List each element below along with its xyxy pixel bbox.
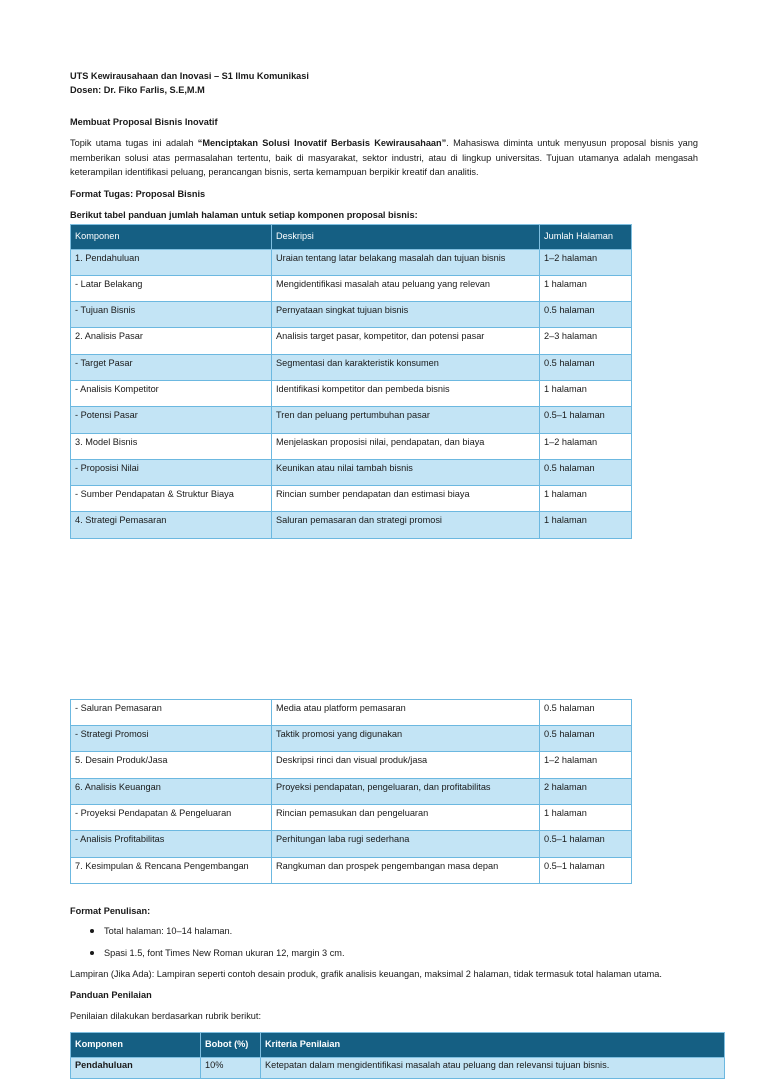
table-row <box>71 699 632 725</box>
cell-komponen: - Saluran Pemasaran <box>71 699 272 725</box>
cell-komponen: - Analisis Kompetitor <box>71 380 272 406</box>
cell-jumlah-halaman: 1 halaman <box>540 804 632 830</box>
table-row <box>71 328 632 354</box>
rubric-header-bobot: Bobot (%) <box>201 1032 261 1057</box>
cell-deskripsi: Pernyataan singkat tujuan bisnis <box>272 302 540 328</box>
table-row <box>71 459 632 485</box>
cell-jumlah-halaman: 2–3 halaman <box>540 328 632 354</box>
cell-komponen: - Sumber Pendapatan & Struktur Biaya <box>71 486 272 512</box>
lecturer-name: Dosen: Dr. Fiko Farlis, S.E,M.M <box>70 85 205 95</box>
cell-deskripsi: Analisis target pasar, kompetitor, dan potensi pasar <box>272 328 540 354</box>
rubric-cell-kriteria: Ketepatan dalam mengidentifikasi masalah atau peluang dan relevansi tujuan bisnis. <box>261 1057 725 1078</box>
table-row <box>71 433 632 459</box>
header-komponen: Komponen <box>71 224 272 249</box>
table-row <box>71 512 632 538</box>
table-row <box>71 486 632 512</box>
cell-komponen: - Proposisi Nilai <box>71 459 272 485</box>
table-row <box>71 249 632 275</box>
cell-jumlah-halaman: 0.5 halaman <box>540 699 632 725</box>
header-deskripsi: Deskripsi <box>272 224 540 249</box>
intro-paragraph: Topik utama tugas ini adalah “Menciptakan Solusi Inovatif Berbasis Kewirausahaan”. Mahasiswa diminta untuk menyusun proposal bisnis yang memberikan solusi atas permasalahan tertentu, baik di masyarakat, sektor industri, atau di lingkup universitas. Tujuan utamanya adalah mengasah keterampilan identifikasi peluang, perancangan bisnis, serta kemampuan berpikir kreatif dan analitis. <box>70 138 698 177</box>
rubric-header-komponen: Komponen <box>71 1032 201 1057</box>
cell-jumlah-halaman: 0.5 halaman <box>540 459 632 485</box>
cell-deskripsi: Rangkuman dan prospek pengembangan masa depan <box>272 857 540 883</box>
table-row <box>71 354 632 380</box>
cell-deskripsi: Segmentasi dan karakteristik konsumen <box>272 354 540 380</box>
rubric-cell-komponen: Pendahuluan <box>71 1057 201 1078</box>
cell-deskripsi: Mengidentifikasi masalah atau peluang yang relevan <box>272 275 540 301</box>
cell-deskripsi: Media atau platform pemasaran <box>272 699 540 725</box>
cell-komponen: - Proyeksi Pendapatan & Pengeluaran <box>71 804 272 830</box>
cell-deskripsi: Tren dan peluang pertumbuhan pasar <box>272 407 540 433</box>
penilaian-intro: Penilaian dilakukan berdasarkan rubrik berikut: <box>70 1011 262 1022</box>
cell-komponen: 3. Model Bisnis <box>71 433 272 459</box>
cell-jumlah-halaman: 1 halaman <box>540 512 632 538</box>
cell-jumlah-halaman: 0.5–1 halaman <box>540 857 632 883</box>
cell-komponen: 4. Strategi Pemasaran <box>71 512 272 538</box>
rubric-table <box>70 1032 725 1079</box>
exam-title: UTS Kewirausahaan dan Inovasi – S1 Ilmu Komunikasi <box>70 71 309 81</box>
cell-deskripsi: Identifikasi kompetitor dan pembeda bisnis <box>272 380 540 406</box>
cell-jumlah-halaman: 1 halaman <box>540 486 632 512</box>
cell-komponen: - Strategi Promosi <box>71 726 272 752</box>
cell-komponen: 2. Analisis Pasar <box>71 328 272 354</box>
format-list <box>70 924 698 960</box>
cell-jumlah-halaman: 0.5–1 halaman <box>540 831 632 857</box>
header-jumlah-halaman: Jumlah Halaman <box>540 224 632 249</box>
cell-deskripsi: Saluran pemasaran dan strategi promosi <box>272 512 540 538</box>
cell-komponen: 7. Kesimpulan & Rencana Pengembangan <box>71 857 272 883</box>
page-guide-table <box>70 224 632 539</box>
cell-jumlah-halaman: 1–2 halaman <box>540 249 632 275</box>
cell-komponen: - Analisis Profitabilitas <box>71 831 272 857</box>
cell-jumlah-halaman: 0.5 halaman <box>540 354 632 380</box>
table-row <box>71 407 632 433</box>
penilaian-heading: Panduan Penilaian <box>70 990 152 1001</box>
cell-jumlah-halaman: 0.5–1 halaman <box>540 407 632 433</box>
cell-jumlah-halaman: 1 halaman <box>540 380 632 406</box>
table-row <box>71 752 632 778</box>
table-row <box>71 778 632 804</box>
format-tugas-heading: Format Tugas: Proposal Bisnis <box>70 188 206 199</box>
list-item: Spasi 1.5, font Times New Roman ukuran 12, margin 3 cm. <box>70 946 698 960</box>
cell-jumlah-halaman: 0.5 halaman <box>540 726 632 752</box>
table-intro: Berikut tabel panduan jumlah halaman untuk setiap komponen proposal bisnis: <box>70 209 418 220</box>
section-title: Membuat Proposal Bisnis Inovatif <box>70 117 218 127</box>
cell-deskripsi: Menjelaskan proposisi nilai, pendapatan, dan biaya <box>272 433 540 459</box>
table-row <box>71 275 632 301</box>
cell-komponen: - Tujuan Bisnis <box>71 302 272 328</box>
rubric-row <box>71 1057 725 1078</box>
cell-deskripsi: Proyeksi pendapatan, pengeluaran, dan profitabilitas <box>272 778 540 804</box>
cell-jumlah-halaman: 1 halaman <box>540 275 632 301</box>
table-row <box>71 302 632 328</box>
cell-deskripsi: Rincian sumber pendapatan dan estimasi biaya <box>272 486 540 512</box>
list-item: Total halaman: 10–14 halaman. <box>70 924 698 938</box>
cell-jumlah-halaman: 1–2 halaman <box>540 433 632 459</box>
format-penulisan-heading: Format Penulisan: <box>70 905 151 916</box>
cell-jumlah-halaman: 2 halaman <box>540 778 632 804</box>
topic-title: “Menciptakan Solusi Inovatif Berbasis Kewirausahaan” <box>197 138 447 148</box>
table-header-row <box>71 224 632 249</box>
table-row <box>71 726 632 752</box>
cell-jumlah-halaman: 0.5 halaman <box>540 302 632 328</box>
cell-komponen: - Latar Belakang <box>71 275 272 301</box>
page-guide-table-continued <box>70 699 632 884</box>
cell-deskripsi: Uraian tentang latar belakang masalah dan tujuan bisnis <box>272 249 540 275</box>
cell-komponen: 6. Analisis Keuangan <box>71 778 272 804</box>
lampiran-paragraph: Lampiran (Jika Ada): Lampiran seperti contoh desain produk, grafik analisis keuangan, maksimal 2 halaman, tidak termasuk total halaman utama. <box>70 968 662 979</box>
cell-deskripsi: Taktik promosi yang digunakan <box>272 726 540 752</box>
rubric-header-kriteria: Kriteria Penilaian <box>261 1032 725 1057</box>
cell-komponen: - Target Pasar <box>71 354 272 380</box>
cell-jumlah-halaman: 1–2 halaman <box>540 752 632 778</box>
cell-deskripsi: Perhitungan laba rugi sederhana <box>272 831 540 857</box>
cell-deskripsi: Rincian pemasukan dan pengeluaran <box>272 804 540 830</box>
table-row <box>71 804 632 830</box>
cell-komponen: 1. Pendahuluan <box>71 249 272 275</box>
cell-komponen: 5. Desain Produk/Jasa <box>71 752 272 778</box>
table-row <box>71 857 632 883</box>
cell-deskripsi: Deskripsi rinci dan visual produk/jasa <box>272 752 540 778</box>
table-row <box>71 831 632 857</box>
rubric-cell-bobot: 10% <box>201 1057 261 1078</box>
bullet-icon <box>90 951 94 955</box>
bullet-icon <box>90 929 94 933</box>
document-page <box>70 69 698 1079</box>
rubric-header-row <box>71 1032 725 1057</box>
cell-komponen: - Potensi Pasar <box>71 407 272 433</box>
table-row <box>71 380 632 406</box>
cell-deskripsi: Keunikan atau nilai tambah bisnis <box>272 459 540 485</box>
